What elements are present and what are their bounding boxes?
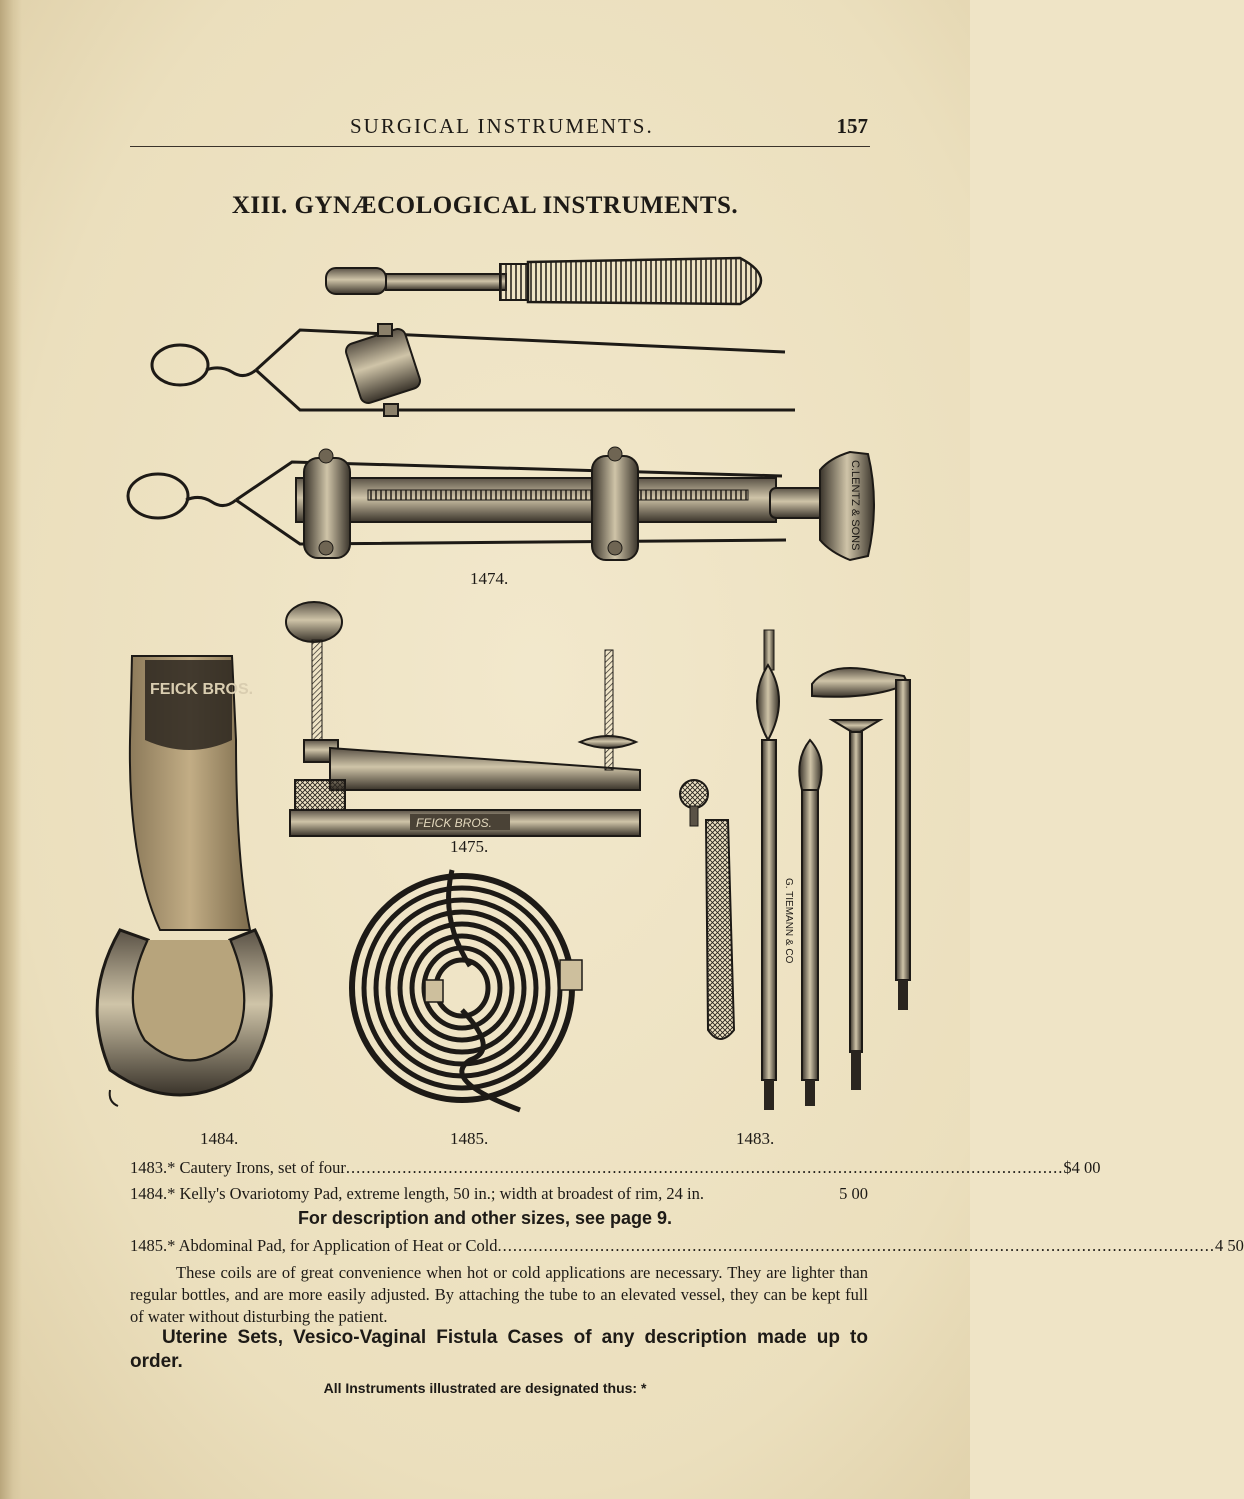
price-value-1484: 5 00 [839, 1184, 868, 1203]
leader-spacer [704, 1184, 839, 1204]
figure-label-1485: 1485. [450, 1129, 489, 1148]
stamp-feick-clamp: FEICK BROS. [416, 816, 493, 830]
price-desc-1483: 1483.* Cautery Irons, set of four [130, 1158, 346, 1177]
price-line-1484 [130, 1184, 868, 1204]
coil-description: These coils are of great convenience when hot or cold applications are necessary. They are lighter than regular bottles, and are more easily adjusted. By attaching the tube to an elevated vessel, they can be kept full of water without disturbing the patient. [130, 1263, 868, 1326]
description-note: For description and other sizes, see page 9. [297, 1208, 673, 1228]
price-line-1485 [130, 1236, 1244, 1256]
price-line-1483 [130, 1158, 1101, 1178]
figure-label-1474: 1474. [470, 569, 509, 588]
stamp-tiemann: G. TIEMANN & CO [783, 878, 794, 964]
leader-dots: ............................................................................................................................................ [497, 1236, 1216, 1255]
figure-label-1483: 1483. [736, 1129, 775, 1148]
figure-label-1475: 1475. [450, 837, 489, 856]
page-number: 157 [836, 114, 868, 138]
uterine-sets-note: Uterine Sets, Vesico-Vaginal Fistula Cases of any description made up to order. [130, 1327, 868, 1372]
instrument-1475-clamp [286, 602, 640, 836]
instrument-1485-coil [352, 870, 582, 1110]
instrument-1484-pad [97, 656, 271, 1106]
section-title: XIII. GYNÆCOLOGICAL INSTRUMENTS. [231, 192, 739, 219]
leader-dots: ............................................................................................................................................ [345, 1158, 1064, 1177]
instrument-1474-large-frame [128, 447, 874, 560]
stamp-lentz: C.LENTZ & SONS [849, 460, 861, 551]
price-desc-1484: 1484.* Kelly's Ovariotomy Pad, extreme length, 50 in.; width at broadest of rim, 24 in. [130, 1184, 704, 1203]
price-desc-1485: 1485.* Abdominal Pad, for Application of Heat or Cold [130, 1236, 498, 1255]
instrument-1474-small-frame [152, 324, 795, 416]
price-value-1485: 4 50 [1215, 1236, 1244, 1255]
instrument-1474-handle [326, 258, 761, 304]
designation-footnote: All Instruments illustrated are designated thus: * [323, 1380, 647, 1396]
price-value-1483: $4 00 [1063, 1158, 1101, 1177]
stamp-feick-pad: FEICK BROS. [150, 681, 254, 698]
figure-label-1484: 1484. [200, 1129, 239, 1148]
instrument-1483-cautery-irons [680, 630, 910, 1110]
running-head: SURGICAL INSTRUMENTS. [350, 114, 654, 138]
